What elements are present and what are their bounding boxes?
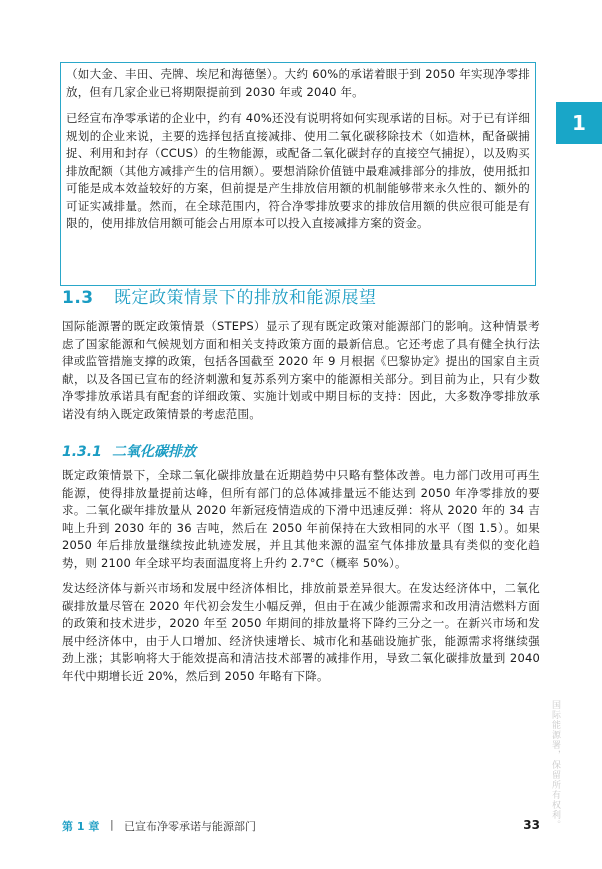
section-paragraph-1: 国际能源署的既定政策情景（STEPS）显示了现有既定政策对能源部门的影响。这种情景考虑了国家能源和气候规划方面和相关支持政策方面的最新信息。它还考虑了具有健全执行法律或监管措施支撑的政策，包括各国截至 2020 年 9 月根据《巴黎协定》提出的国家自主贡献，以及各国已宣布的经济刺激和复苏系列方案中的能源相关部分。到目前为止，只有少数净零排放承诺具有配套的详细政策、实施计划或中期目标的支持：因此，大多数净零排放承诺没有纳入既定政策情景的考虑范围。: [62, 319, 540, 421]
box-paragraph-2: 已经宣布净零承诺的企业中，约有 40%还没有说明将如何实现承诺的目标。对于已有详细规划的企业来说，主要的选择包括直接减排、使用二氧化碳移除技术（如造林，配备碳捕捉、利用和封存（CCUS）的生物能源，或配备二氧化碳封存的直接空气捕捉），以及购买排放配额（其他方减排产生的信用额）。要想消除价值链中最难减排部分的排放，使用抵扣可能是成本效益较好的方案，但前提是产生排放信用额的机制能够带来永久性的、额外的可证实减排量。然而，在全球范围内，符合净零排放要求的排放信用额的供应很可能是有限的，使用排放信用额可能会占用原本可以投入直接减排方案的资金。: [66, 111, 530, 230]
section-heading: [62, 283, 542, 308]
footer-separator: |: [110, 818, 114, 831]
subsection-number: 1.3.1: [62, 444, 102, 460]
footer-chapter-title: 已宣布净零承诺与能源部门: [124, 820, 256, 833]
footer-chapter: 第 1 章: [62, 820, 100, 833]
section-number: 1.3: [62, 288, 94, 308]
page-footer: [62, 818, 540, 838]
subsection-paragraph-2: 发达经济体与新兴市场和发展中经济体相比，排放前景差异很大。在发达经济体中，二氧化碳排放量尽管在 2020 年代初会发生小幅反弹，但由于在减少能源需求和改用清洁燃料方面的政策和技术进步，2020 年至 2050 年期间的排放量将下降约三分之一。在新兴市场和发展中经济体中，由于人口增加、经济快速增长、城市化和基础设施扩张，能源需求将继续强劲上涨；其影响将大于能效提高和清洁技术部署的减排作用，导致二氧化碳排放量到 2040 年代中期增长近 20%，然后到 2050 年略有下降。: [62, 581, 540, 683]
page-number: 33: [523, 818, 540, 832]
copyright-watermark: 国际能源署，保留所有权利。: [550, 700, 560, 830]
box-paragraph-1: （如大金、丰田、壳牌、埃尼和海德堡）。大约 60%的承诺着眼于到 2050 年实现净零排放，但有几家企业已将期限提前到 2030 年或 2040 年。: [66, 67, 530, 99]
subsection-title: 二氧化碳排放: [112, 444, 196, 460]
section-title: 既定政策情景下的排放和能源展望: [114, 288, 377, 308]
chapter-tab: 1: [556, 102, 602, 144]
subsection-heading: [62, 441, 462, 461]
subsection-paragraph-1: 既定政策情景下，全球二氧化碳排放量在近期趋势中只略有整体改善。电力部门改用可再生能源，使得排放量提前达峰，但所有部门的总体减排量远不能达到 2050 年净零排放的要求。二氧化碳年排放量从 2020 年新冠疫情造成的下滑中迅速反弹：将从 2020 年的 34 吉吨上升到 2030 年的 36 吉吨，然后在 2050 年前保持在大致相同的水平（图 1.5）。如果 2050 年后排放量继续按此轨迹发展，并且其他来源的温室气体排放量具有类似的变化趋势，则 2100 年全球平均表面温度将上升约 2.7°C（概率 50%）。: [62, 468, 540, 570]
